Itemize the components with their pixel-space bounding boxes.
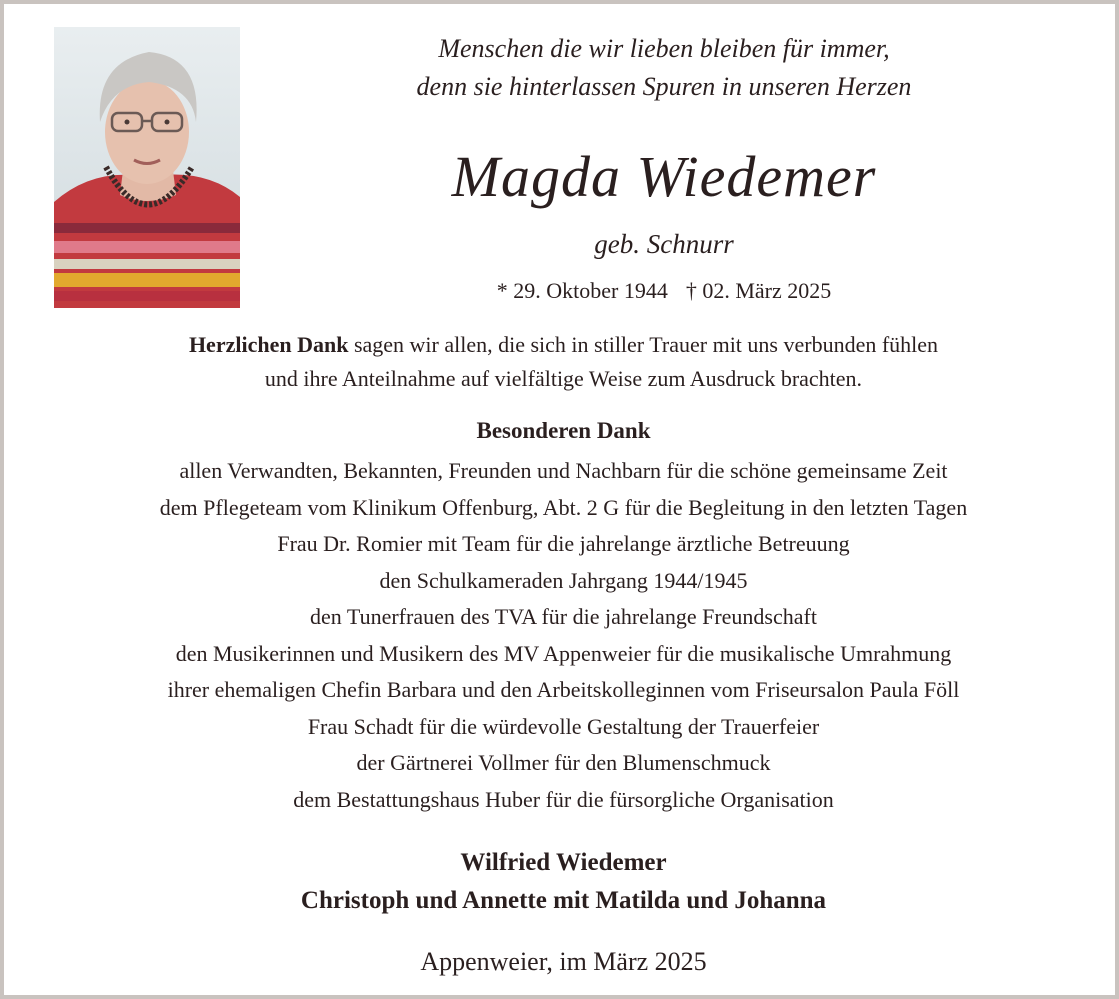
place-and-date: Appenweier, im März 2025 [420, 947, 707, 976]
thanks-bold-lead: Herzlichen Dank [188, 332, 349, 357]
deceased-name: Magda Wiedemer [451, 144, 877, 209]
thanks-line-1-text: sagen wir allen, die sich in stiller Trauer mit uns verbunden fühlen [348, 332, 939, 357]
thanks-line-1 [4, 328, 1119, 362]
special-thanks-line: den Tunerfrauen des TVA für die jahrelange Freundschaft [310, 604, 817, 629]
thanks-line-2: und ihre Anteilnahme auf vielfältige Weise zum Ausdruck brachten. [264, 366, 863, 391]
family-line-2: Christoph und Annette mit Matilda und Johanna [300, 887, 827, 914]
special-thanks-line: dem Pflegeteam vom Klinikum Offenburg, Abt. 2 G für die Begleitung in den letzten Tagen [159, 494, 968, 520]
life-dates [334, 276, 994, 306]
family-signature [4, 844, 1119, 920]
general-thanks [4, 328, 1119, 396]
special-thanks-line: Frau Schadt für die würdevolle Gestaltung der Trauerfeier [307, 713, 820, 739]
family-line-1: Wilfried Wiedemer [460, 849, 667, 876]
special-thanks-line: dem Bestattungshaus Huber für die fürsorgliche Organisation [293, 786, 834, 812]
memorial-quote [334, 30, 994, 106]
quote-line-2: denn sie hinterlassen Spuren in unseren Herzen [416, 72, 912, 101]
special-thanks-line: den Musikerinnen und Musikern des MV Appenweier für die musikalische Umrahmung [175, 640, 952, 666]
special-thanks-line: allen Verwandten, Bekannten, Freunden und Nachbarn für die schöne gemeinsame Zeit [179, 458, 948, 483]
special-thanks-title: Besonderen Dank [476, 418, 651, 443]
quote-line-1: Menschen die wir lieben bleiben für immer, [438, 34, 890, 63]
portrait-illustration [54, 27, 240, 308]
special-thanks-list [4, 453, 1119, 818]
portrait-photo [54, 27, 240, 308]
birth-name: geb. Schnurr [594, 229, 734, 259]
special-thanks-line: den Schulkameraden Jahrgang 1944/1945 [379, 567, 748, 593]
death-date: † 02. März 2025 [685, 278, 832, 303]
special-thanks-line: ihrer ehemaligen Chefin Barbara und den Arbeitskolleginnen vom Friseursalon Paula Föll [167, 677, 960, 702]
birth-date: * 29. Oktober 1944 [496, 278, 668, 303]
special-thanks-line: Frau Dr. Romier mit Team für die jahrelange ärztliche Betreuung [277, 531, 850, 556]
special-thanks-line: der Gärtnerei Vollmer für den Blumenschmuck [356, 750, 771, 775]
